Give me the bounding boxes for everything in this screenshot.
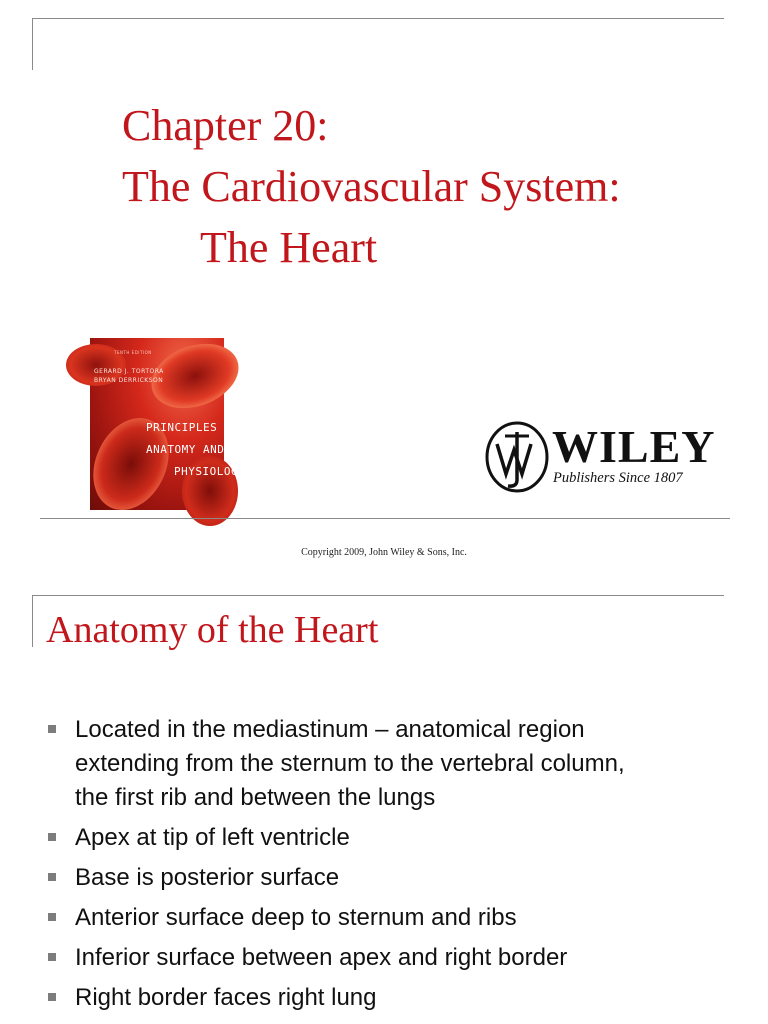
wiley-wordmark: WILEY <box>552 421 716 472</box>
cover-edition: TENTH EDITION <box>114 350 152 355</box>
bullet-item <box>48 713 625 815</box>
bullet-item <box>48 821 625 855</box>
blood-cell-shape <box>142 332 247 419</box>
chapter-title-line-1: Chapter 20: <box>122 101 329 150</box>
slide-frame-top <box>32 595 724 596</box>
bullet-text-line: Apex at tip of left ventricle <box>75 824 350 851</box>
slide-frame-left <box>32 18 33 70</box>
cover-author-1: GERARD J. TORTORA <box>94 368 164 375</box>
bullet-item <box>48 981 625 1015</box>
bullet-item <box>48 861 625 895</box>
slide-title: Anatomy of the Heart <box>46 609 379 651</box>
slide-frame-top <box>32 18 724 19</box>
cover-author-2: BRYAN DERRICKSON <box>94 377 164 384</box>
bullet-item <box>48 901 625 935</box>
copyright-notice: Copyright 2009, John Wiley & Sons, Inc. <box>301 547 467 558</box>
bullet-text-line: extending from the sternum to the vertebral column, <box>75 750 625 777</box>
wiley-tagline: Publishers Since 1807 <box>553 470 683 486</box>
bullet-text-line: Base is posterior surface <box>75 864 340 891</box>
cover-title-line-3: PHYSIOLOGY <box>174 465 246 478</box>
wiley-emblem-icon <box>484 420 550 494</box>
chapter-title-line-2: The Cardiovascular System: <box>122 162 621 211</box>
bullet-text-line: Inferior surface between apex and right border <box>75 944 568 971</box>
bullet-list <box>48 713 625 1021</box>
slide-frame-left <box>32 595 33 647</box>
content-slide <box>0 585 768 1024</box>
bullet-text-line: Anterior surface deep to sternum and ribs <box>75 904 517 931</box>
book-cover-image <box>90 338 246 510</box>
cover-title-line-1: PRINCIPLES OF <box>146 421 239 434</box>
bullet-text-line: Right border faces right lung <box>75 984 377 1011</box>
bullet-text-line: the first rib and between the lungs <box>75 784 436 811</box>
cover-title-line-2: ANATOMY AND <box>146 443 225 456</box>
slide-frame-bottom <box>40 518 730 519</box>
chapter-title-line-3: The Heart <box>200 223 378 272</box>
bullet-text-line: Located in the mediastinum – anatomical region <box>75 716 585 743</box>
bullet-item <box>48 941 625 975</box>
